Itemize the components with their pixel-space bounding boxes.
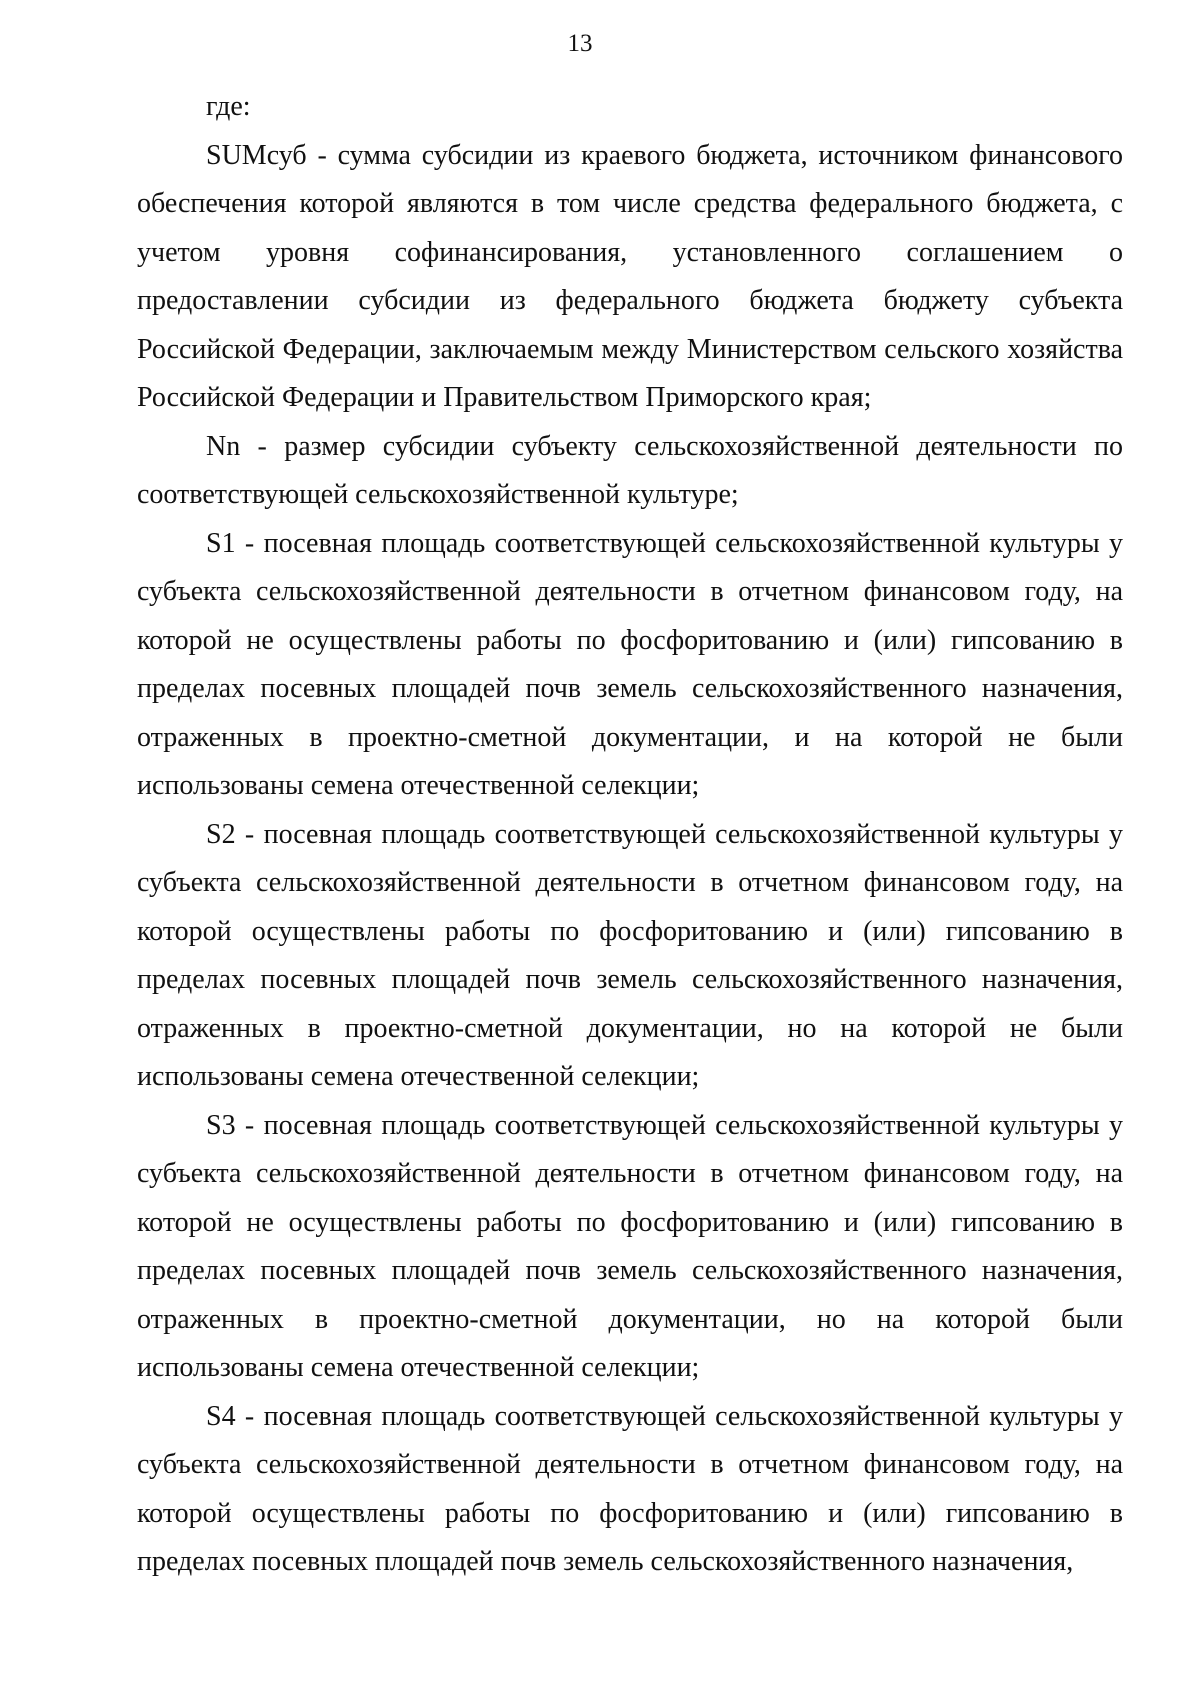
intro-line: где:: [206, 91, 251, 122]
definition-s1: S1 - посевная площадь соответствующей сельскохозяйственной культуры у субъекта сельскохозяйственной деятельности в отчетном финансовом году, на которой не осуществлены работы по фосфоритованию и (или) гипсованию в пределах посевных площадей почв земель сельскохозяйственного назначения, отраженных в проектно-сметной документации, и на которой не были использованы семена отечественной селекции;: [137, 527, 1123, 801]
document-body: [137, 83, 1123, 1587]
definition-s2: S2 - посевная площадь соответствующей сельскохозяйственной культуры у субъекта сельскохозяйственной деятельности в отчетном финансовом году, на которой осуществлены работы по фосфоритованию и (или) гипсованию в пределах посевных площадей почв земель сельскохозяйственного назначения, отраженных в проектно-сметной документации, но на которой не были использованы семена отечественной селекции;: [137, 818, 1123, 1092]
definition-s4: S4 - посевная площадь соответствующей сельскохозяйственной культуры у субъекта сельскохозяйственной деятельности в отчетном финансовом году, на которой осуществлены работы по фосфоритованию и (или) гипсованию в пределах посевных площадей почв земель сельскохозяйственного назначения,: [137, 1400, 1123, 1577]
definition-sumsub: SUMсуб - сумма субсидии из краевого бюджета, источником финансового обеспечения которой являются в том числе средства федерального бюджета, с учетом уровня софинансирования, установленного соглашением о предоставлении субсидии из федерального бюджета бюджету субъекта Российской Федерации, заключаемым между Министерством сельского хозяйства Российской Федерации и Правительством Приморского края;: [137, 139, 1123, 413]
definition-nn: Nn - размер субсидии субъекту сельскохозяйственной деятельности по соответствующей сельскохозяйственной культуре;: [137, 430, 1123, 510]
definition-s3: S3 - посевная площадь соответствующей сельскохозяйственной культуры у субъекта сельскохозяйственной деятельности в отчетном финансовом году, на которой не осуществлены работы по фосфоритованию и (или) гипсованию в пределах посевных площадей почв земель сельскохозяйственного назначения, отраженных в проектно-сметной документации, но на которой были использованы семена отечественной селекции;: [137, 1109, 1123, 1383]
page-number: 13: [567, 30, 593, 57]
